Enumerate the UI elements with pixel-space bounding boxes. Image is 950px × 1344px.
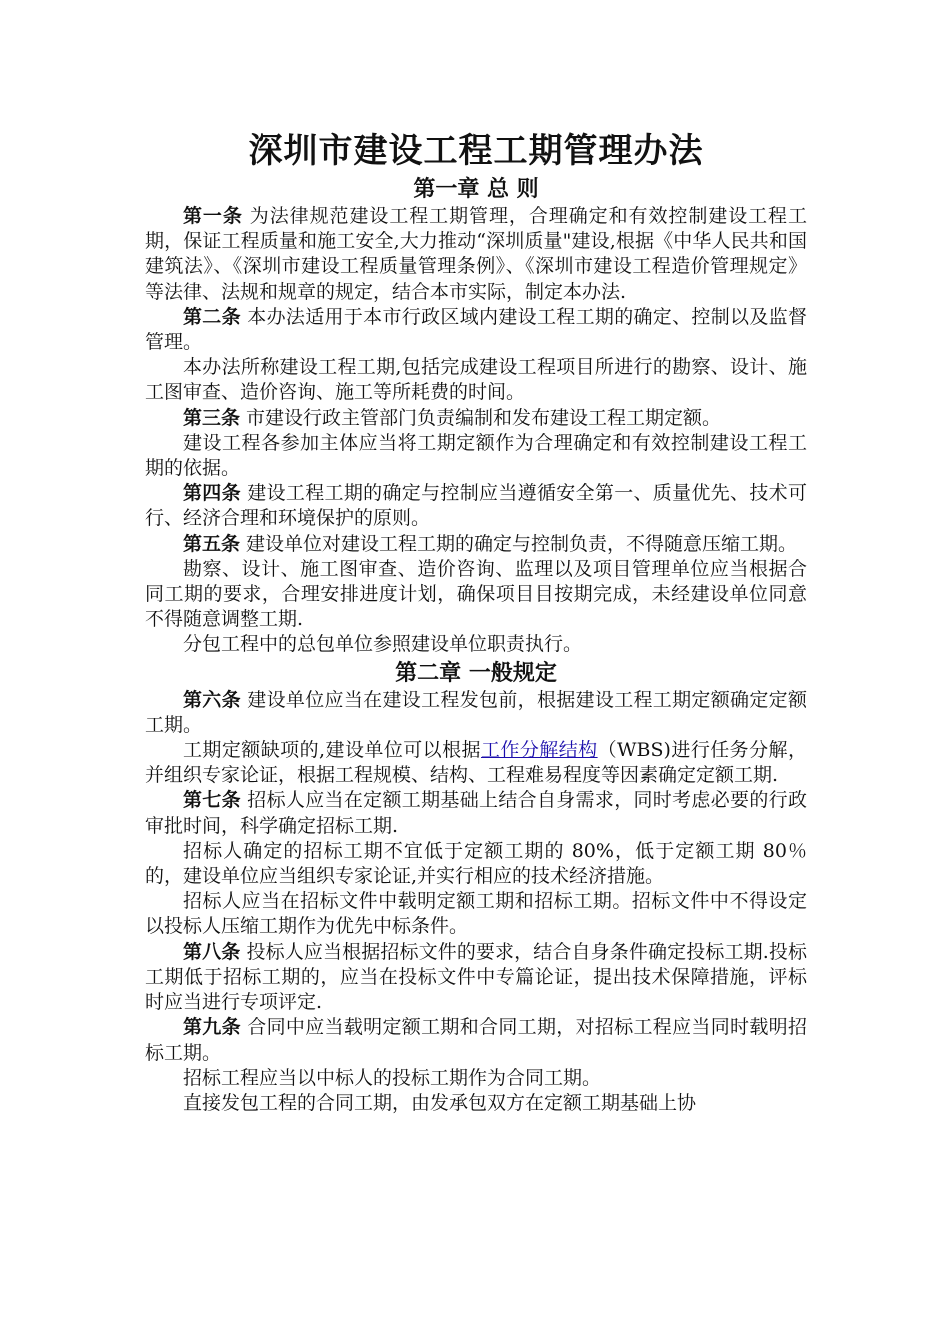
article-paragraph	[145, 788, 807, 838]
paragraph-text: 工期定额缺项的,建设单位可以根据	[183, 739, 481, 762]
document-page	[145, 128, 807, 1116]
article-number: 第四条	[183, 482, 241, 505]
chapter-heading: 第二章 一般规定	[395, 659, 557, 686]
article-number: 第二条	[183, 305, 241, 328]
chapter-heading: 第一章 总 则	[413, 176, 539, 202]
article-paragraph	[145, 1015, 807, 1065]
article-number: 第八条	[183, 940, 241, 963]
article-paragraph	[145, 406, 807, 431]
article-paragraph	[145, 688, 807, 738]
article-text: 建设工程工期的确定与控制应当遵循安全第一、质量优先、技术可行、经济合理和环境保护的原则。	[145, 482, 807, 530]
article-paragraph	[145, 481, 807, 531]
article-text: 本办法适用于本市行政区域内建设工程工期的确定、控制以及监督管理。	[145, 305, 807, 354]
body-paragraph: 直接发包工程的合同工期，由发承包双方在定额工期基础上协	[183, 1091, 697, 1114]
body-paragraph: 招标工程应当以中标人的投标工期作为合同工期。	[183, 1066, 602, 1089]
body-paragraph: 勘察、设计、施工图审查、造价咨询、监理以及项目管理单位应当根据合同工期的要求，合理安排进度计划，确保项目目按期完成，未经建设单位同意不得随意调整工期.	[145, 557, 807, 631]
body-paragraph: 招标人确定的招标工期不宜低于定额工期的 80%，低于定额工期 80％的，建设单位应当组织专家论证,并实行相应的技术经济措施。	[145, 839, 807, 888]
wbs-link[interactable]: 工作分解结构	[480, 739, 598, 762]
article-paragraph	[145, 204, 807, 305]
body-paragraph: 建设工程各参加主体应当将工期定额作为合理确定和有效控制建设工程工期的依据。	[145, 431, 807, 480]
article-number: 第一条	[183, 205, 243, 227]
article-number: 第九条	[183, 1016, 241, 1039]
article-number: 第三条	[183, 406, 241, 429]
article-text: 市建设行政主管部门负责编制和发布建设工程工期定额。	[240, 406, 722, 429]
body-paragraph: 分包工程中的总包单位参照建设单位职责执行。	[183, 633, 583, 656]
article-paragraph	[145, 305, 807, 355]
body-paragraph	[145, 738, 807, 788]
article-number: 第六条	[183, 688, 241, 711]
article-text: 投标人应当根据招标文件的要求，结合自身条件确定投标工期.投标工期低于招标工期的，应当在投标文件中专篇论证，提出技术保障措施，评标时应当进行专项评定.	[145, 940, 807, 1014]
article-text: 建设单位对建设工程工期的确定与控制负责，不得随意压缩工期。	[240, 532, 798, 555]
paragraph-text: （WBS)进行任务分解，并组织专家论证，根据工程规模、结构、工程难易程度等因素确定定额工期.	[145, 739, 807, 787]
article-number: 第五条	[183, 532, 241, 555]
article-text: 为法律规范建设工程工期管理，合理确定和有效控制建设工程工期，保证工程质量和施工安全,大力推动“深圳质量"建设,根据《中华人民共和国建筑法》、《深圳市建设工程质量管理条例》、《深圳市建设工程造价管理规定》等法律、法规和规章的规定，结合本市实际，制定本办法.	[145, 205, 807, 303]
article-number: 第七条	[183, 789, 241, 812]
article-paragraph	[145, 532, 807, 557]
article-text: 招标人应当在定额工期基础上结合自身需求，同时考虑必要的行政审批时间，科学确定招标工期.	[145, 789, 807, 837]
document-title: 深圳市建设工程工期管理办法	[248, 131, 704, 171]
article-text: 合同中应当载明定额工期和合同工期，对招标工程应当同时载明招标工期。	[145, 1016, 807, 1064]
article-paragraph	[145, 940, 807, 1016]
body-paragraph: 招标人应当在招标文件中载明定额工期和招标工期。招标文件中不得设定以投标人压缩工期作为优先中标条件。	[145, 890, 807, 938]
article-text: 建设单位应当在建设工程发包前，根据建设工程工期定额确定定额工期。	[145, 688, 807, 736]
body-paragraph: 本办法所称建设工程工期,包括完成建设工程项目所进行的勘察、设计、施工图审查、造价咨询、施工等所耗费的时间。	[145, 356, 807, 404]
